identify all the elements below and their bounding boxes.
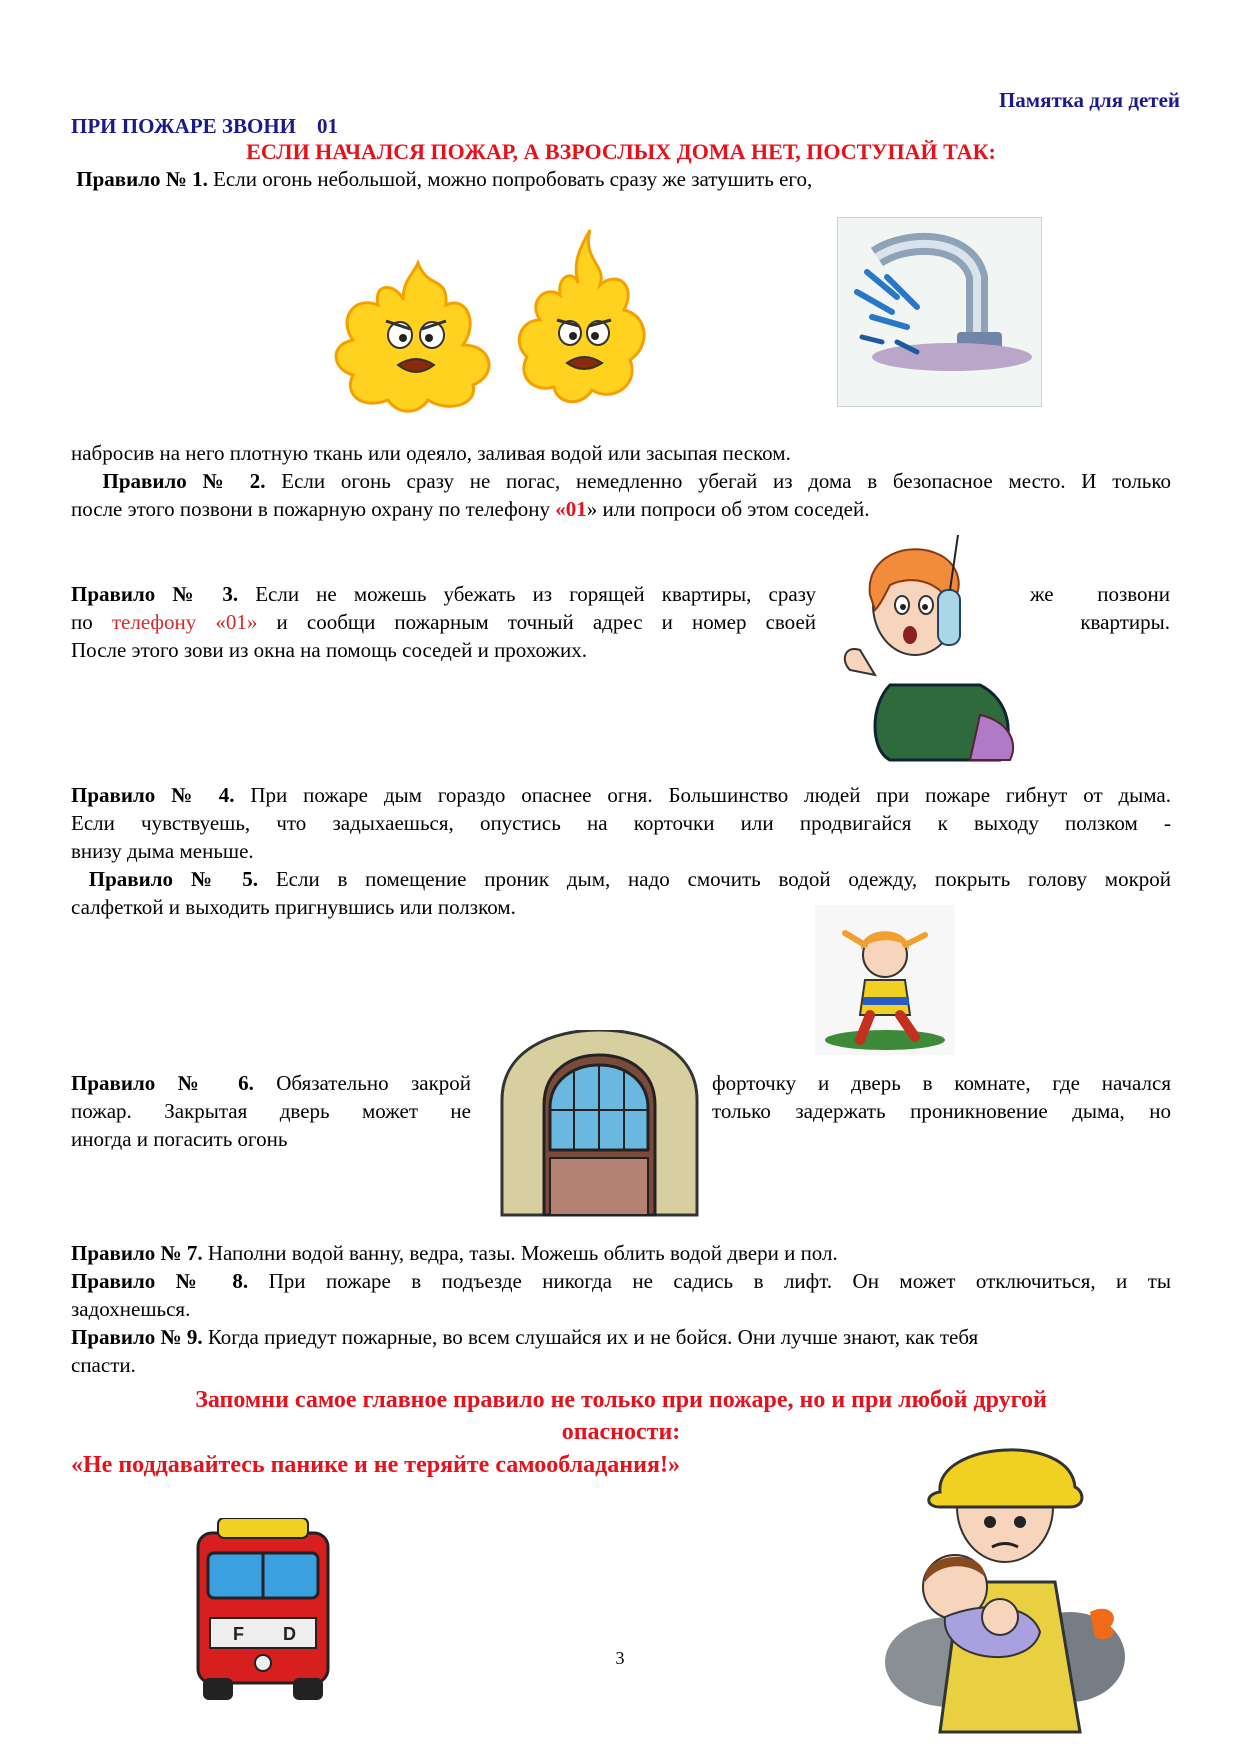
rule-3-label: Правило № 3. [71, 582, 239, 606]
rule-3-line-2-right: квартиры. [1080, 610, 1170, 634]
rule-6-line-3: иногда и погасить огонь [71, 1127, 288, 1151]
closing-motto: «Не поддавайтесь панике и не теряйте самообладания!» [71, 1452, 680, 1478]
rule-5-line-1 [71, 865, 1171, 893]
rule-6-text: Обязательно закрой [276, 1071, 472, 1095]
rule-4-line-2: Если чувствуешь, что задыхаешься, опустись на корточки или продвигайся к выходу ползком - [71, 811, 1171, 835]
rule-3-line-2 [71, 608, 816, 636]
call-heading-text: ПРИ ПОЖАРЕ ЗВОНИ [71, 114, 297, 138]
rule-4-text: При пожаре дым гораздо опаснее огня. Большинство людей при пожаре гибнут от дыма. [250, 783, 1171, 807]
rule-9-label: Правило № 9. [71, 1325, 203, 1349]
rule-3-line-1 [71, 580, 816, 608]
rule-3-text-a: по [71, 610, 112, 634]
rule-6-label: Правило № 6. [71, 1071, 254, 1095]
firefighter-rescue-icon [880, 1432, 1125, 1737]
rule-5-line-2: салфеткой и выходить пригнувшись или ползком. [71, 895, 516, 919]
rule-1-continuation: набросив на него плотную ткань или одеяло, заливая водой или засыпая песком. [71, 441, 791, 465]
rule-3-phone: телефону «01» [111, 610, 258, 634]
rule-6-line-2-right: только задержать проникновение дыма, но [712, 1099, 1171, 1123]
rule-2-line-1 [71, 467, 1171, 495]
rule-4-line-3: внизу дыма меньше. [71, 839, 254, 863]
rule-3-text-b: и сообщи пожарным точный адрес и номер своей [257, 610, 816, 634]
rule-2-text: Если огонь сразу не погас, немедленно убегай из дома в безопасное место. И только [281, 469, 1172, 493]
rule-4-label: Правило № 4. [71, 783, 235, 807]
rule-2-line-2 [71, 495, 1171, 523]
woman-phone-icon [830, 535, 1020, 765]
fire-truck-icon [188, 1518, 338, 1703]
rule-2-text-after: » или попроси об этом соседей. [586, 497, 870, 521]
rule-2-text-before: после этого позвони в пожарную охрану по телефону [71, 497, 556, 521]
closing-line-1: Запомни самое главное правило не только при пожаре, но и при любой другой [195, 1387, 1047, 1413]
rule-2-label: Правило № 2. [102, 469, 266, 493]
rule-5-label: Правило № 5. [88, 867, 259, 891]
rule-9-text: Когда приедут пожарные, во всем слушайся их и не бойся. Они лучше знают, как тебя [207, 1325, 979, 1349]
rule-7-text: Наполни водой ванну, ведра, тазы. Можешь облить водой двери и пол. [207, 1241, 838, 1265]
child-smoke-icon [815, 905, 955, 1055]
rule-7 [71, 1239, 1171, 1267]
rule-3-line-3: После этого зови из окна на помощь соседей и прохожих. [71, 638, 587, 662]
rule-6-line-2: пожар. Закрытая дверь может не [71, 1099, 471, 1123]
truck-left-letter: F [233, 1624, 244, 1644]
rule-6-line-1-right: форточку и дверь в комнате, где начался [712, 1071, 1171, 1095]
rule-6-line-1 [71, 1069, 471, 1097]
flame-character-icon [328, 255, 508, 415]
call-heading [71, 112, 571, 140]
rule-1 [71, 165, 1171, 193]
rule-2-phone: «01 [555, 497, 587, 521]
rule-8-line-2: задохнешься. [71, 1297, 191, 1321]
rule-4-line-1 [71, 781, 1171, 809]
page-number: 3 [615, 1648, 625, 1668]
flame-character-icon [512, 225, 652, 410]
rule-8-label: Правило № 8. [71, 1269, 249, 1293]
rule-8-text: При пожаре в подъезде никогда не садись в лифт. Он может отключиться, и ты [268, 1269, 1172, 1293]
rule-8-line-1 [71, 1267, 1171, 1295]
truck-right-letter: D [283, 1624, 296, 1644]
rule-9-line-2: спасти. [71, 1353, 136, 1377]
memo-label: Памятка для детей [998, 88, 1180, 112]
rule-1-text: Если огонь небольшой, можно попробовать сразу же затушить его, [213, 167, 813, 191]
rule-5-text: Если в помещение проник дым, надо смочить водой одежду, покрыть голову мокрой [275, 867, 1172, 891]
rule-9-line-1 [71, 1323, 1171, 1351]
door-icon [492, 1030, 707, 1220]
call-number: 01 [317, 114, 339, 138]
closing-line-2: опасности: [561, 1419, 681, 1445]
rule-3-text: Если не можешь убежать из горящей квартиры, сразу [255, 582, 817, 606]
subtitle: ЕСЛИ НАЧАЛСЯ ПОЖАР, А ВЗРОСЛЫХ ДОМА НЕТ, ПОСТУПАЙ ТАК: [246, 139, 996, 164]
rule-7-label: Правило № 7. [71, 1241, 203, 1265]
water-tap-icon [837, 217, 1042, 407]
rule-1-label: Правило № 1. [76, 167, 208, 191]
rule-3-line-1-right: же позвони [1030, 582, 1170, 606]
